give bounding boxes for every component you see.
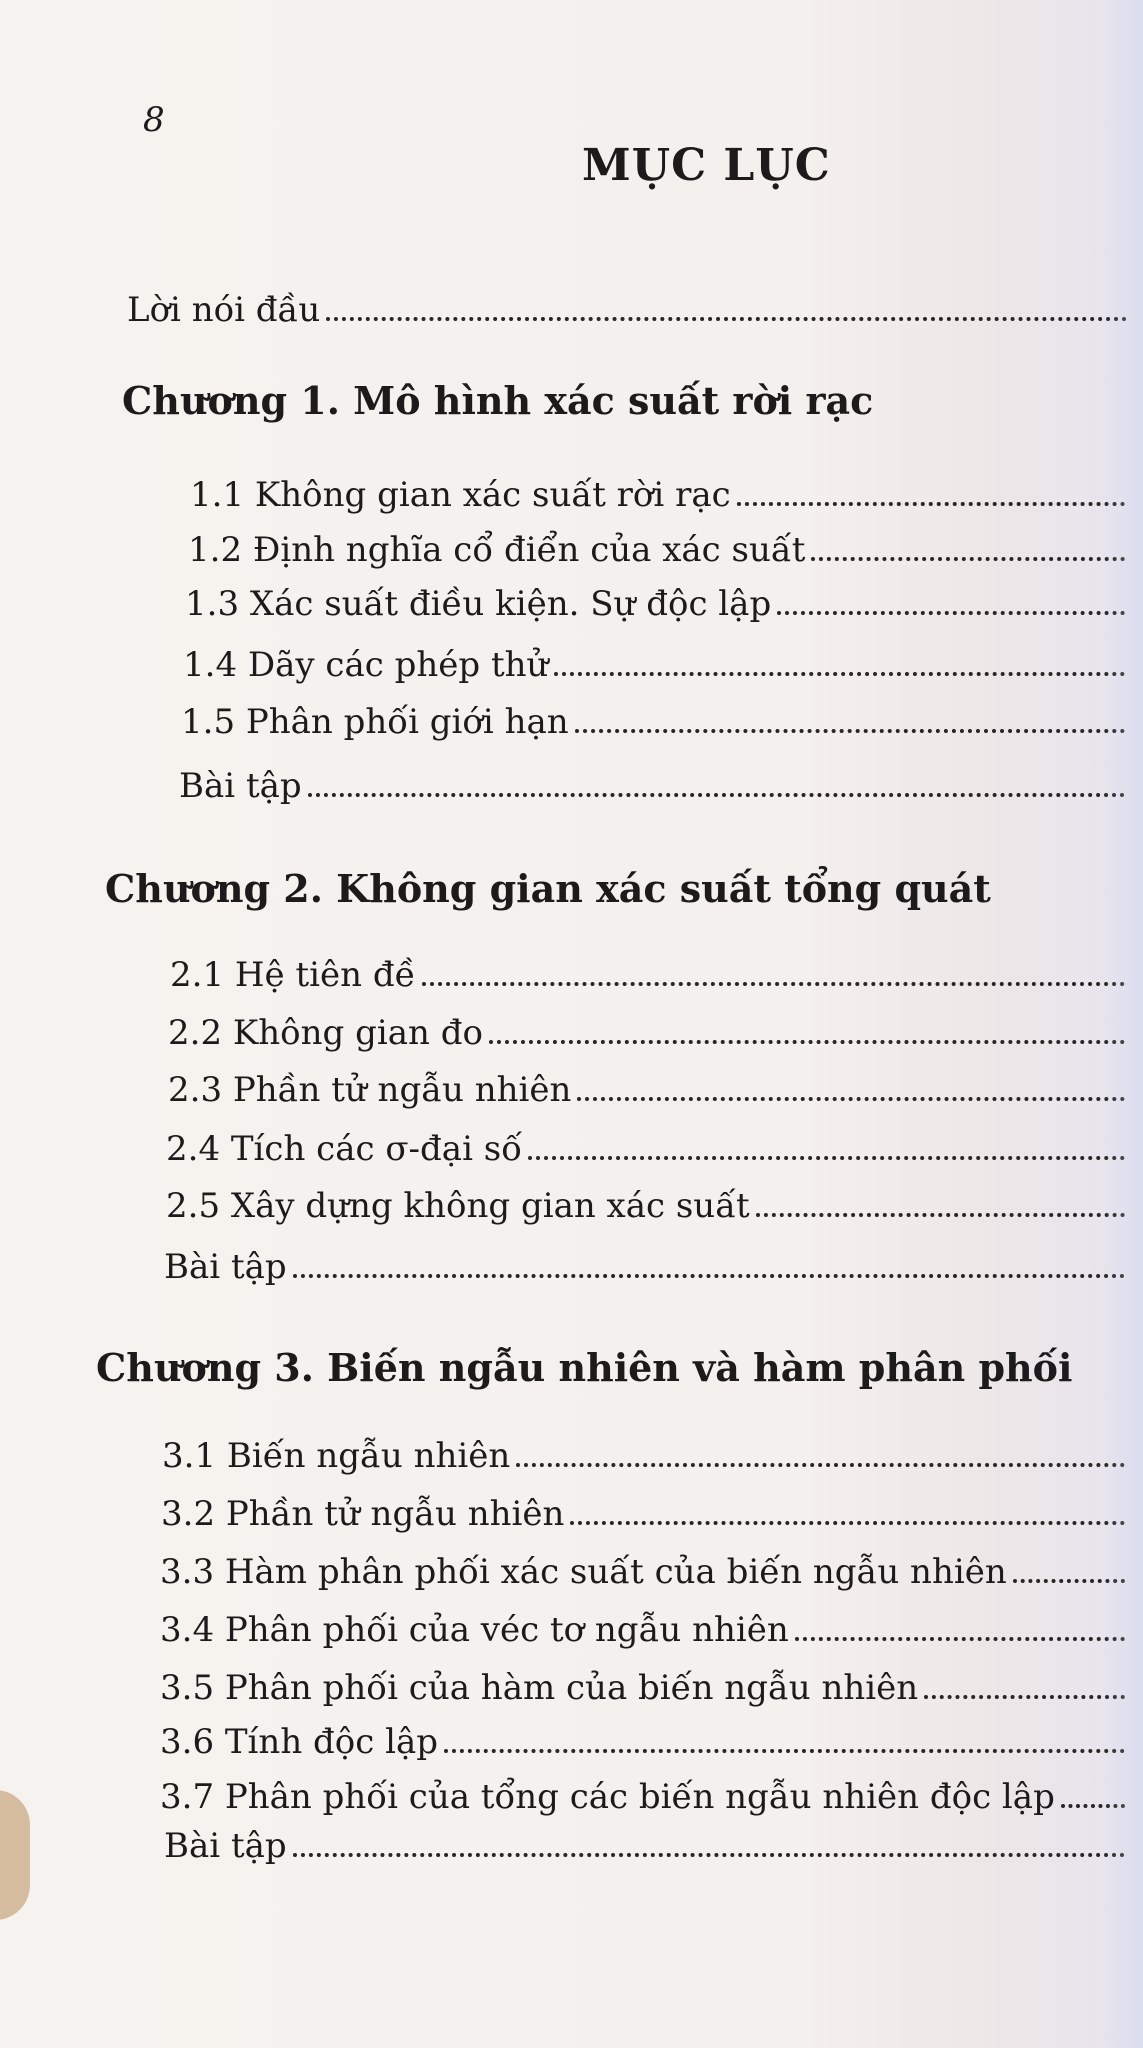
leader-dots <box>528 1156 1125 1160</box>
toc-entry-2-3 <box>168 1070 1125 1110</box>
thumb-shadow <box>0 1790 30 1920</box>
toc-entry-3-3 <box>160 1552 1125 1592</box>
toc-entry-3-exercises <box>164 1826 1125 1866</box>
entry-label: 2.5 Xây dựng không gian xác suất <box>166 1186 750 1226</box>
leader-dots <box>554 672 1125 676</box>
leader-dots <box>924 1695 1125 1699</box>
leader-dots <box>777 611 1125 615</box>
entry-label: 1.4 Dãy các phép thử <box>183 645 549 685</box>
toc-entry-3-2 <box>161 1494 1125 1534</box>
leader-dots <box>756 1213 1125 1217</box>
chapter-2-heading: Chương 2. Không gian xác suất tổng quát <box>105 866 991 911</box>
entry-label: 3.7 Phân phối của tổng các biến ngẫu nhiên độc lập <box>160 1777 1055 1817</box>
leader-dots <box>326 317 1127 321</box>
toc-entry-1-5 <box>181 702 1125 742</box>
leader-dots <box>489 1040 1125 1044</box>
chapter-1-heading: Chương 1. Mô hình xác suất rời rạc <box>122 378 874 423</box>
entry-label: Lời nói đầu <box>127 290 321 330</box>
entry-label: 2.3 Phần tử ngẫu nhiên <box>168 1070 572 1110</box>
leader-dots <box>570 1521 1125 1525</box>
toc-entry-1-exercises <box>179 766 1125 806</box>
chapter-3-heading: Chương 3. Biến ngẫu nhiên và hàm phân phối <box>96 1345 1073 1390</box>
entry-label: Bài tập <box>179 766 302 806</box>
toc-entry-1-1 <box>190 475 1125 515</box>
entry-label: 1.2 Định nghĩa cổ điển của xác suất <box>188 530 806 570</box>
entry-label: 2.4 Tích các σ-đại số <box>166 1129 523 1169</box>
toc-entry-3-4 <box>160 1610 1125 1650</box>
leader-dots <box>575 729 1125 733</box>
entry-label: 3.1 Biến ngẫu nhiên <box>162 1436 511 1476</box>
page-number: 8 <box>143 100 165 140</box>
leader-dots <box>293 1274 1125 1278</box>
toc-entry-2-exercises <box>164 1247 1125 1287</box>
entry-label: 1.3 Xác suất điều kiện. Sự độc lập <box>185 584 772 624</box>
entry-label: 3.5 Phân phối của hàm của biến ngẫu nhiên <box>160 1668 919 1708</box>
toc-entry-3-5 <box>160 1668 1125 1708</box>
toc-entry-1-3 <box>185 584 1125 624</box>
entry-label: 2.1 Hệ tiên đề <box>170 955 416 995</box>
leader-dots <box>811 557 1125 561</box>
entry-label: 3.6 Tính độc lập <box>160 1722 439 1762</box>
entry-label: Bài tập <box>164 1826 287 1866</box>
leader-dots <box>444 1749 1125 1753</box>
entry-label: 3.4 Phân phối của véc tơ ngẫu nhiên <box>160 1610 789 1650</box>
toc-entry-2-4 <box>166 1129 1125 1169</box>
toc-entry-2-1 <box>170 955 1125 995</box>
entry-label: 2.2 Không gian đo <box>168 1013 483 1053</box>
entry-label: 1.1 Không gian xác suất rời rạc <box>190 475 731 515</box>
entry-label: 3.3 Hàm phân phối xác suất của biến ngẫu nhiên <box>160 1552 1007 1592</box>
page-edge-shadow <box>1103 0 1143 2048</box>
leader-dots <box>737 502 1125 506</box>
leader-dots <box>308 793 1125 797</box>
leader-dots <box>422 982 1125 986</box>
leader-dots <box>795 1637 1125 1641</box>
toc-entry-2-5 <box>166 1186 1125 1226</box>
leader-dots <box>293 1853 1125 1857</box>
toc-title: MỤC LỤC <box>582 140 831 191</box>
toc-entry-3-6 <box>160 1722 1125 1762</box>
toc-entry-preface <box>127 290 1127 330</box>
toc-entry-1-2 <box>188 530 1125 570</box>
entry-label: Bài tập <box>164 1247 287 1287</box>
toc-entry-3-1 <box>162 1436 1125 1476</box>
entry-label: 3.2 Phần tử ngẫu nhiên <box>161 1494 565 1534</box>
toc-entry-2-2 <box>168 1013 1125 1053</box>
toc-entry-3-7 <box>160 1777 1125 1817</box>
toc-entry-1-4 <box>183 645 1125 685</box>
leader-dots <box>577 1097 1125 1101</box>
leader-dots <box>516 1463 1125 1467</box>
entry-label: 1.5 Phân phối giới hạn <box>181 702 569 742</box>
